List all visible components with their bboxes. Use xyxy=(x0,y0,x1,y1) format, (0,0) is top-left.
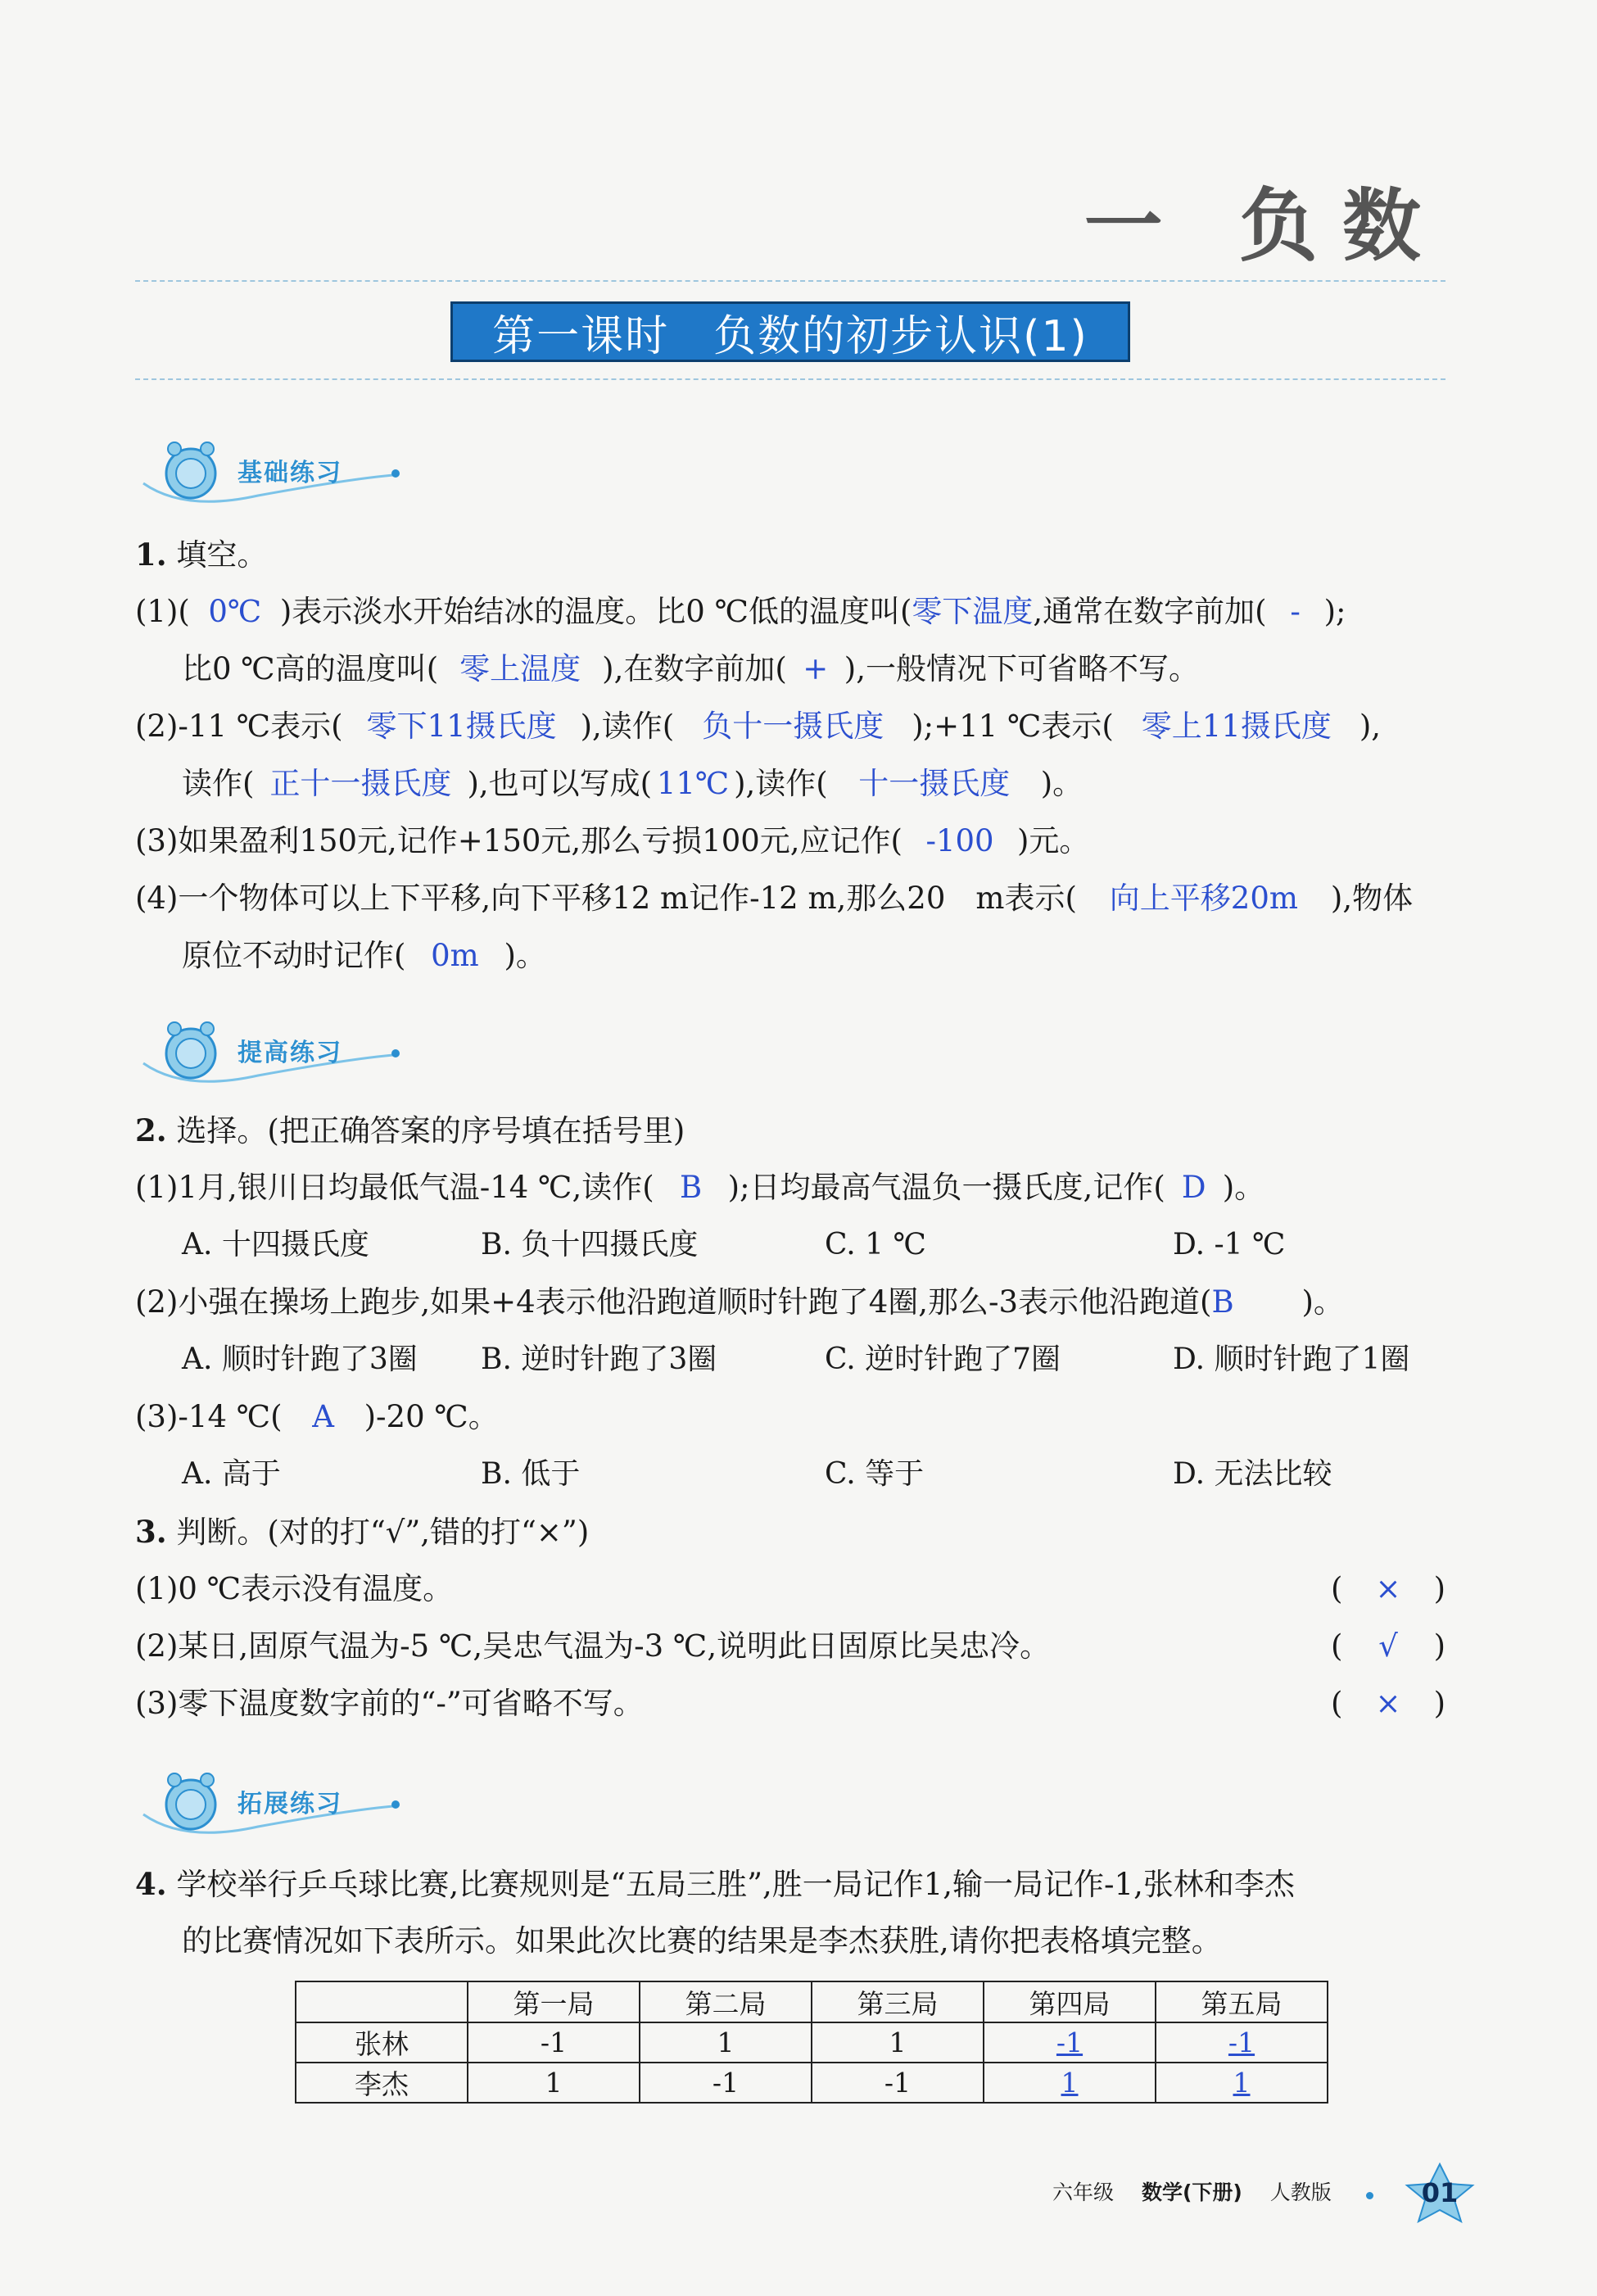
section-label-advanced: 提高练习 xyxy=(238,1039,342,1067)
answer: 正十一摄氏度 xyxy=(269,766,452,801)
q3-item3: (3)零下温度数字前的“-”可省略不写。 xyxy=(135,1686,644,1721)
answer: 0m xyxy=(431,938,479,973)
q1-item1-line2: 比0 ℃高的温度叫( 零上温度 ),在数字前加( + ),一般情况下可省略不写。 xyxy=(182,649,1199,690)
section-header-basic xyxy=(135,434,430,508)
lesson-title-box xyxy=(450,301,1130,362)
q3-title: 3. 判断。(对的打“√”,错的打“×”) xyxy=(135,1514,590,1550)
q4-line2: 的比赛情况如下表所示。如果此次比赛的结果是李杰获胜,请你把表格填完整。 xyxy=(182,1923,1222,1959)
section-header-extension xyxy=(135,1765,430,1839)
row-name: 李杰 xyxy=(296,2063,468,2103)
table-header-cell: 第一局 xyxy=(468,1981,640,2022)
table-header-row xyxy=(296,1981,1328,2022)
section-header-advanced xyxy=(135,1014,430,1088)
answer: A xyxy=(312,1399,334,1434)
footer-subject: 数学(下册) xyxy=(1141,2181,1242,2204)
q1-item2-line1: (2)-11 ℃表示( 零下11摄氏度 ),读作( 负十一摄氏度 );+11 ℃表示( 零上11摄氏度 ), xyxy=(135,706,1381,747)
table-header-cell: 第四局 xyxy=(984,1981,1156,2022)
q2-item3: (3)-14 ℃( A )-20 ℃。 xyxy=(135,1397,499,1438)
answer: 1 xyxy=(1233,2067,1251,2099)
row-name: 张林 xyxy=(296,2022,468,2063)
q3-item1-answer: ( × ) xyxy=(1331,1571,1445,1606)
answer: B xyxy=(1211,1284,1234,1320)
answer: + xyxy=(803,651,829,686)
answer: B xyxy=(680,1170,703,1205)
answer: 11℃ xyxy=(656,766,730,801)
score-table xyxy=(295,1981,1328,2104)
q1-item2-line2: 读作( 正十一摄氏度 ),也可以写成( 11℃ ),读作( 十一摄氏度 )。 xyxy=(182,763,1083,804)
q1-item4-line2: 原位不动时记作( 0m )。 xyxy=(182,935,546,976)
answer: -1 xyxy=(1056,2027,1084,2058)
q3-item2-answer: ( √ ) xyxy=(1331,1628,1445,1664)
section-label-basic: 基础练习 xyxy=(238,459,342,487)
answer: 1 xyxy=(1061,2067,1079,2099)
answer: 0℃ xyxy=(208,594,262,629)
q4-line1: 4. 学校举行乒乓球比赛,比赛规则是“五局三胜”,胜一局记作1,输一局记作-1,张林和李杰 xyxy=(135,1866,1295,1902)
q2-item2: (2)小强在操场上跑步,如果+4表示他沿跑道顺时针跑了4圈,那么-3表示他沿跑道(B )。 xyxy=(135,1282,1344,1323)
q1-item1-line1: (1)( 0℃ )表示淡水开始结冰的温度。比0 ℃低的温度叫(零下温度,通常在数字前加( - ); xyxy=(135,591,1346,632)
q1-item4-line1: (4)一个物体可以上下平移,向下平移12 m记作-12 m,那么20 m表示( 向上平移20m ),物体 xyxy=(135,878,1413,919)
table-row: 张林 -1 1 1 -1 -1 xyxy=(296,2022,1328,2063)
answer: 十一摄氏度 xyxy=(858,766,1011,801)
answer: -100 xyxy=(925,823,994,858)
q3-item1: (1)0 ℃表示没有温度。 xyxy=(135,1571,454,1606)
table-header-cell: 第五局 xyxy=(1156,1981,1328,2022)
lesson-title: 第一课时 负数的初步认识(1) xyxy=(492,311,1088,361)
footer-edition: 人教版 xyxy=(1269,2181,1332,2204)
q1-title: 1. 填空。 xyxy=(135,537,268,573)
footer-info xyxy=(1052,2176,1353,2206)
unit-title: 一 负数 xyxy=(1084,180,1445,272)
answer: - xyxy=(1290,594,1301,629)
answer: -1 xyxy=(1228,2027,1255,2058)
table-header-cell: 第二局 xyxy=(640,1981,812,2022)
answer: 零上11摄氏度 xyxy=(1141,709,1332,744)
q2-item1: (1)1月,银川日均最低气温-14 ℃,读作( B );日均最高气温负一摄氏度,记作( D )。 xyxy=(135,1167,1264,1208)
q3-item3-answer: ( × ) xyxy=(1331,1686,1445,1721)
table-header-cell: 第三局 xyxy=(812,1981,984,2022)
answer: 负十一摄氏度 xyxy=(702,709,884,744)
answer: 零下温度 xyxy=(912,594,1034,629)
footer-grade: 六年级 xyxy=(1052,2181,1115,2204)
answer: 零下11摄氏度 xyxy=(366,709,557,744)
answer: D xyxy=(1181,1170,1206,1205)
footer-dot xyxy=(1366,2192,1373,2199)
section-label-extension: 拓展练习 xyxy=(238,1790,342,1818)
page-number: 01 xyxy=(1400,2162,1479,2223)
answer: 零上温度 xyxy=(459,651,581,686)
answer: 向上平移20m xyxy=(1109,881,1298,916)
q2-title: 2. 选择。(把正确答案的序号填在括号里) xyxy=(135,1112,685,1148)
table-row: 李杰 1 -1 -1 1 1 xyxy=(296,2063,1328,2103)
q1-item3: (3)如果盈利150元,记作+150元,那么亏损100元,应记作( -100 )元。 xyxy=(135,821,1089,862)
divider-top xyxy=(135,280,1445,282)
divider-bottom xyxy=(135,378,1445,380)
q3-item2: (2)某日,固原气温为-5 ℃,吴忠气温为-3 ℃,说明此日固原比吴忠冷。 xyxy=(135,1628,1051,1664)
